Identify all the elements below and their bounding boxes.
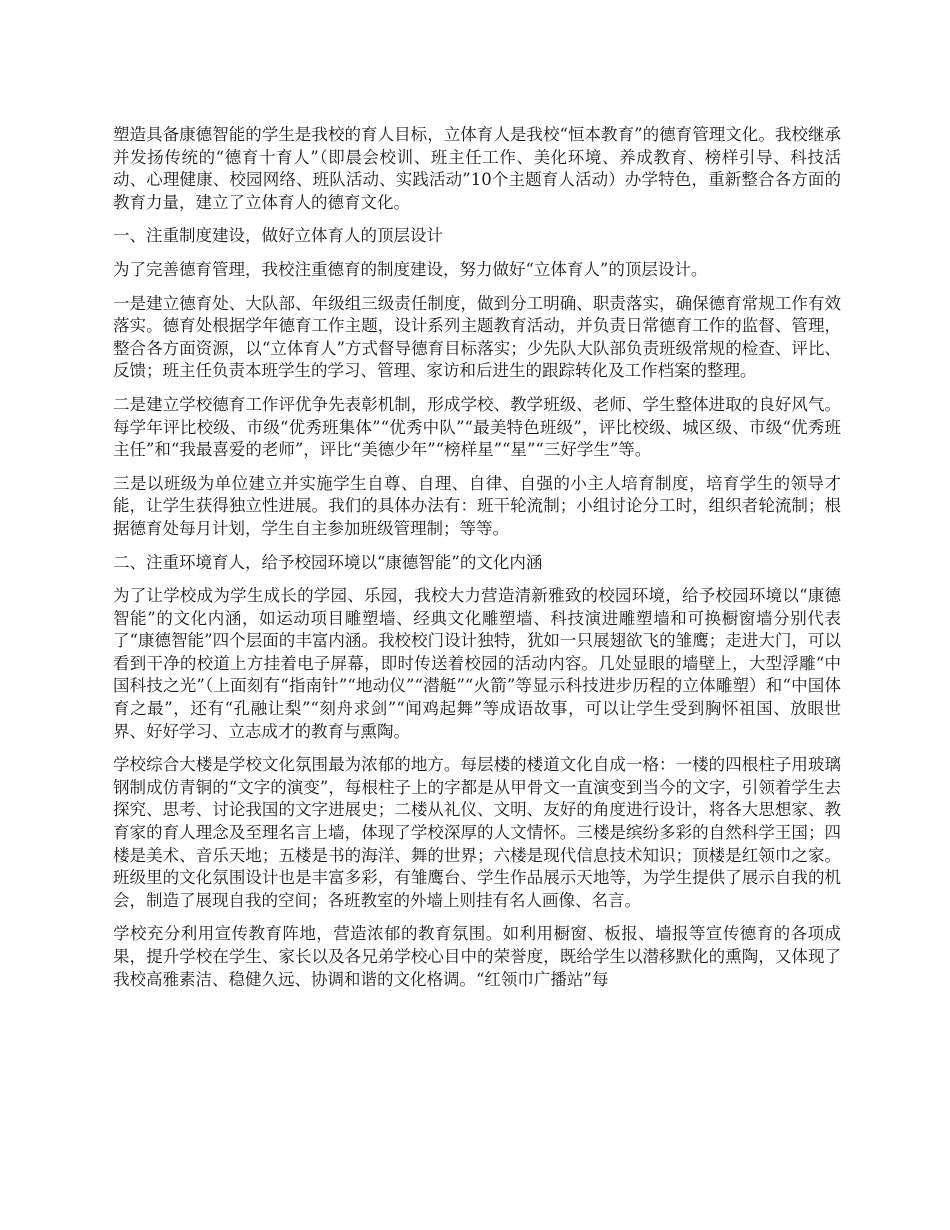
section-heading-1: 一、注重制度建设，做好立体育人的顶层设计 [113,226,443,246]
section-heading-2: 二、注重环境育人，给予校园环境以“康德智能”的文化内涵 [113,552,543,572]
section-1-point-3-paragraph: 三是以班级为单位建立并实施学生自尊、自理、自律、自强的小主人培育制度，培育学生的领导才能，让学生获得独立性进展。我们的具体办法有：班干轮流制；小组讨论分工时，组织者轮流制；根据德育处每月计划，学生自主参加班级管理制；等等。 [113,473,841,538]
section-2-campus-paragraph: 为了让学校成为学生成长的学园、乐园，我校大力营造清新雅致的校园环境，给予校园环境以“康德智能”的文化内涵，如运动项目雕塑墙、经典文化雕塑墙、科技演进雕塑墙和可换橱窗墙分别代表了“康德智能”四个层面的丰富内涵。我校校门设计独特，犹如一只展翅欲飞的雏鹰；走进大门，可以看到干净的校道上方挂着电子屏幕，即时传送着校园的活动内容。几处显眼的墙壁上，大型浮雕“中国科技之光”（上面刻有“指南针”“地动仪”“潜艇”“火箭”等显示科技进步历程的立体雕塑）和“中国体育之最”，还有“孔融让梨”“刻舟求剑”“闻鸡起舞”等成语故事，可以让学生受到胸怀祖国、放眼世界、好好学习、立志成才的教育与熏陶。 [113,586,841,741]
document-body [113,124,841,1002]
section-1-point-1-paragraph: 一是建立德育处、大队部、年级组三级责任制度，做到分工明确、职责落实，确保德育常规工作有效落实。德育处根据学年德育工作主题，设计系列主题教育活动，并负责日常德育工作的监督、管理，整合各方面资源，以“立体育人”方式督导德育目标落实；少先队大队部负责班级常规的检查、评比、反馈；班主任负责本班学生的学习、管理、家访和后进生的跟踪转化及工作档案的整理。 [113,293,841,381]
section-1-point-2-paragraph: 二是建立学校德育工作评优争先表彰机制，形成学校、教学班级、老师、学生整体进取的良好风气。每学年评比校级、市级“优秀班集体”“优秀中队”“最美特色班级”，评比校级、城区级、市级“优秀班主任”和“我最喜爱的老师”，评比“美德少年”“榜样星”“星”“三好学生”等。 [113,394,841,460]
section-2-building-paragraph: 学校综合大楼是学校文化氛围最为浓郁的地方。每层楼的楼道文化自成一格：一楼的四根柱子用玻璃钢制成仿青铜的“文字的演变”，每根柱子上的字都是从甲骨文一直演变到当今的文字，引领着学生去探究、思考、讨论我国的文字进展史；二楼从礼仪、文明、友好的角度进行设计，将各大思想家、教育家的育人理念及至理名言上墙，体现了学校深厚的人文情怀。三楼是缤纷多彩的自然科学王国；四楼是美术、音乐天地；五楼是书的海洋、舞的世界；六楼是现代信息技术知识；顶楼是红领巾之家。班级里的文化氛围设计也是丰富多彩，有雏鹰台、学生作品展示天地等，为学生提供了展示自我的机会，制造了展现自我的空间；各班教室的外墙上则挂有名人画像、名言。 [113,755,841,910]
intro-paragraph: 塑造具备康德智能的学生是我校的育人目标，立体育人是我校“恒本教育”的德育管理文化。我校继承并发扬传统的“德育十育人”（即晨会校训、班主任工作、美化环境、养成教育、榜样引导、科技活动、心理健康、校园网络、班队活动、实践活动”10个主题育人活动）办学特色，重新整合各方面的教育力量，建立了立体育人的德育文化。 [113,125,841,212]
section-1-intro-paragraph: 为了完善德育管理，我校注重德育的制度建设，努力做好“立体育人”的顶层设计。 [113,259,708,279]
section-2-publicity-paragraph: 学校充分利用宣传教育阵地，营造浓郁的教育氛围。如利用橱窗、板报、墙报等宣传德育的各项成果，提升学校在学生、家长以及各兄弟学校心目中的荣誉度，既给学生以潜移默化的熏陶，又体现了我校高雅素洁、稳健久远、协调和谐的文化格调。“红领巾广播站”每 [113,924,841,989]
